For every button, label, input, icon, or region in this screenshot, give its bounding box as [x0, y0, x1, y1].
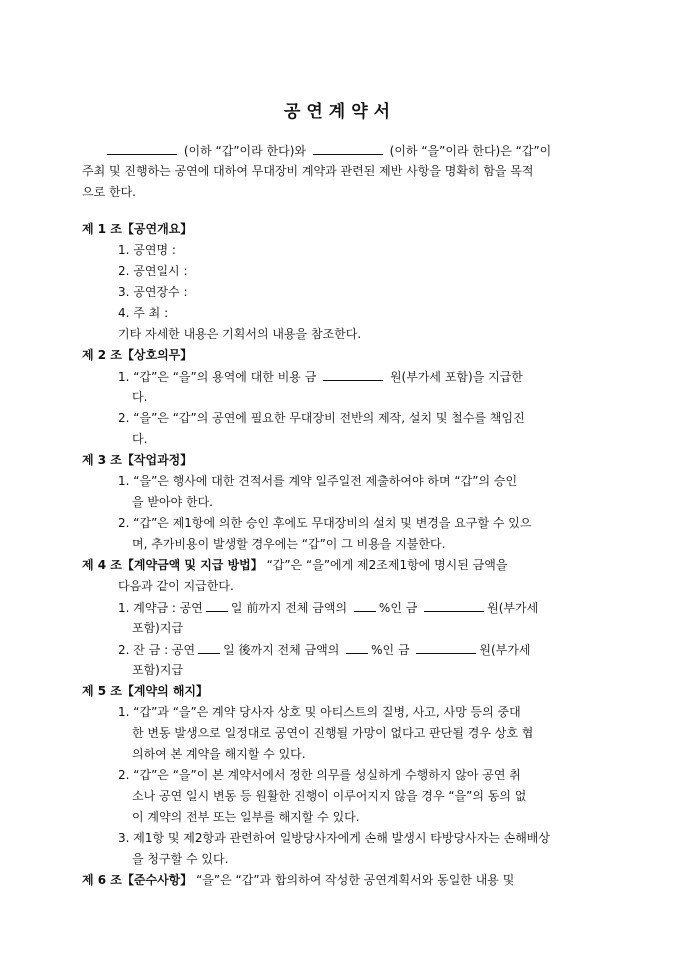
art4-item-1a: 1. 계약금 : 공연 — [118, 601, 203, 615]
article-1-heading: 제 1 조【공연개요】 — [82, 222, 193, 236]
percent-blank-2 — [346, 642, 368, 654]
days-blank-1 — [206, 600, 228, 612]
intro-line-3: 으로 한다. — [82, 185, 136, 199]
document-title: 공연계약서 — [283, 102, 397, 122]
art4-item-2a: 2. 잔 금 : 공연 — [118, 643, 196, 657]
art5-item-2-cont-1: 소나 공연 일시 변동 등 원활한 진행이 이루어지지 않을 경우 “을”의 동의 없 — [132, 789, 527, 803]
article-6-heading: 제 6 조【준수사항】 — [82, 873, 193, 887]
art4-item-2c: %인 금 — [371, 643, 410, 657]
intro-line-1 — [104, 143, 551, 158]
art2-item-2: 2. “을”은 “갑”의 공연에 필요한 무대장비 전반의 제작, 설치 및 철수를 책임진 — [118, 411, 525, 425]
art4-item-1-cont: 포함)지급 — [132, 621, 184, 635]
article-2-heading: 제 2 조【상호의무】 — [82, 348, 193, 362]
fee-blank — [323, 369, 383, 381]
art1-item-1: 1. 공연명 : — [118, 243, 176, 257]
art4-item-2 — [118, 642, 530, 657]
amount-blank-2 — [416, 642, 476, 654]
art1-note: 기타 자세한 내용은 기획서의 내용을 참조한다. — [118, 327, 362, 341]
art4-item-2b: 일 後까지 전체 금액의 — [223, 643, 340, 657]
art5-item-3: 3. 제1항 및 제2항과 관련하여 일방당사자에게 손해 발생시 타방당사자는 손해배상 — [118, 831, 550, 845]
art2-item-1-cont: 다. — [132, 390, 148, 404]
article-6-line-1 — [82, 873, 514, 887]
art5-item-1-cont-2: 의하여 본 계약을 해지할 수 있다. — [132, 747, 306, 761]
art4-item-1c: %인 금 — [378, 601, 418, 615]
art4-item-1b: 일 前까지 전체 금액의 — [230, 601, 348, 615]
art5-item-2: 2. “갑”은 “을”이 본 계약서에서 정한 의무를 성실하게 수행하지 않아 공연 취 — [118, 768, 521, 782]
art5-item-1-cont-1: 한 변동 발생으로 일정대로 공연이 진행될 가망이 없다고 판단될 경우 상호 협 — [132, 726, 534, 740]
art1-item-3: 3. 공연장수 : — [118, 285, 188, 299]
intro-text-1a: (이하 “갑”이라 한다)와 — [183, 144, 306, 158]
art4-text-b: 다음과 같이 지급한다. — [118, 579, 234, 593]
art5-item-1: 1. “갑”과 “을”은 계약 당사자 상호 및 아티스트의 질병, 사고, 사망 등의 중대 — [118, 705, 521, 719]
article-5-heading: 제 5 조【계약의 해지】 — [82, 684, 209, 698]
art2-item-1b: 원(부가세 포함)을 지급한 — [389, 370, 523, 384]
art4-item-1 — [118, 600, 538, 615]
art3-item-2: 2. “갑”은 제1항에 의한 승인 후에도 무대장비의 설치 및 변경을 요구할 수 있으 — [118, 516, 532, 530]
art4-item-2-cont: 포함)지급 — [132, 663, 184, 677]
art5-item-3-cont: 을 청구할 수 있다. — [132, 852, 229, 866]
art3-item-1: 1. “을”은 행사에 대한 견적서를 계약 일주일전 제출하여야 하며 “갑”의 승인 — [118, 474, 518, 488]
art3-item-1-cont: 을 받아야 한다. — [132, 495, 213, 509]
art4-item-1d: 원(부가세 — [487, 601, 539, 615]
percent-blank-1 — [354, 600, 376, 612]
art1-item-2: 2. 공연일시 : — [118, 264, 188, 278]
art6-text: “을”은 “갑”과 합의하여 작성한 공연계획서와 동일한 내용 및 — [196, 873, 515, 887]
art4-text-a: “갑”은 “을”에게 제2조제1항에 명시된 금액을 — [266, 558, 508, 572]
art3-item-2-cont: 며, 추가비용이 발생할 경우에는 “갑”이 그 비용을 지불한다. — [132, 537, 446, 551]
amount-blank-1 — [424, 600, 484, 612]
intro-line-2: 주최 및 진행하는 공연에 대하여 무대장비 계약과 관련된 제반 사항을 명확히 함을 목적 — [82, 164, 534, 178]
art5-item-2-cont-2: 이 계약의 전부 또는 일부를 해지할 수 있다. — [132, 810, 360, 824]
intro-text-1b: (이하 “을”이라 한다)은 “갑”이 — [389, 144, 552, 158]
article-4-heading: 제 4 조【계약금액 및 지급 방법】 — [82, 558, 263, 572]
art2-item-1 — [118, 369, 523, 384]
days-blank-2 — [198, 642, 220, 654]
party-b-blank — [313, 143, 383, 155]
article-4-line-1 — [82, 558, 507, 572]
party-a-blank — [107, 143, 177, 155]
art2-item-1a: 1. “갑”은 “을”의 용역에 대한 비용 금 — [118, 370, 317, 384]
article-3-heading: 제 3 조【작업과정】 — [82, 453, 193, 467]
art2-item-2-cont: 다. — [132, 432, 148, 446]
art1-item-4: 4. 주 최 : — [118, 306, 169, 320]
art4-item-2d: 원(부가세 — [479, 643, 531, 657]
